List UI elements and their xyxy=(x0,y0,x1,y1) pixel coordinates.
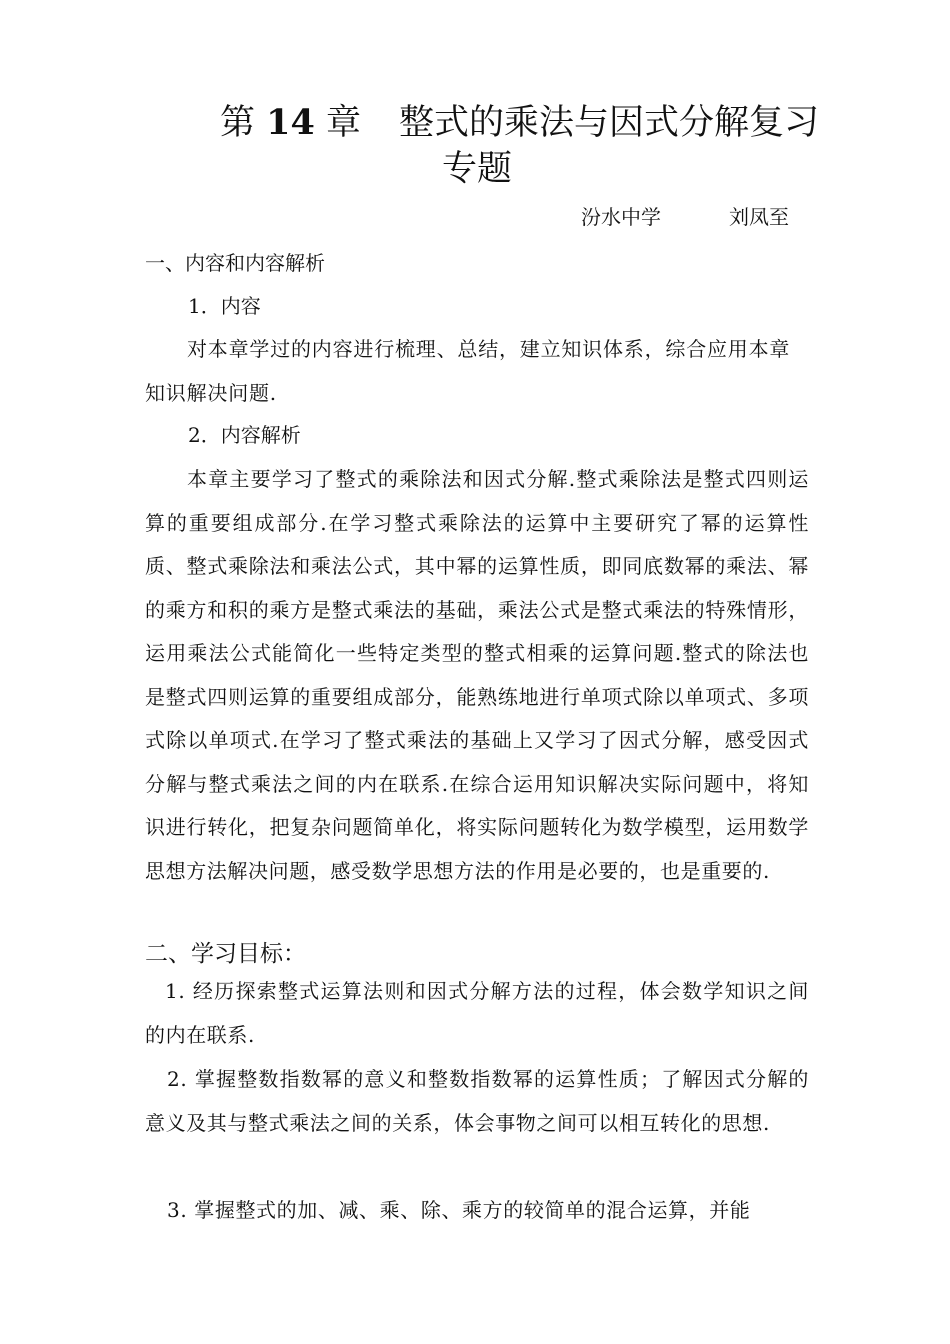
title-chapter-number: 14 xyxy=(266,102,315,143)
title-chapter-suffix: 章 xyxy=(326,103,362,143)
goal-item-3: 3. 掌握整式的加、减、乘、除、乘方的较简单的混合运算，并能 xyxy=(167,1198,751,1222)
author-name: 刘凤至 xyxy=(729,205,789,229)
author-school: 汾水中学 xyxy=(581,205,661,229)
section1-sub2-text: 本章主要学习了整式的乘除法和因式分解.整式乘除法是整式四则运算的重要组成部分.在学习整式乘除法的运算中主要研究了幂的运算性质、整式乘除法和乘法公式，其中幂的运算性质，即同底数幂的乘法、幂的乘方和积的乘方是整式乘法的基础，乘法公式是整式乘法的特殊情形，运用乘法公式能简化一些特定类型的整式相乘的运算问题.整式的除法也是整式四则运算的重要组成部分，能熟练地进行单项式除以单项式、多项式除以单项式.在学习了整式乘法的基础上又学习了因式分解，感受因式分解与整式乘法之间的内在联系.在综合运用知识解决实际问题中，将知识进行转化，把复杂问题简单化，将实际问题转化为数学模型，运用数学思想方法解决问题，感受数学思想方法的作用是必要的，也是重要的. xyxy=(145,467,809,883)
goal-item-2: 2. 掌握整数指数幂的意义和整数指数幂的运算性质；了解因式分解的意义及其与整式乘法之间的关系，体会事物之间可以相互转化的思想. xyxy=(145,1067,809,1135)
author-line xyxy=(581,203,789,231)
document-title xyxy=(220,100,819,146)
title-chapter-prefix: 第 xyxy=(220,103,256,143)
document-title-line2: 专题 xyxy=(442,149,513,189)
goal-item-1: 1. 经历探索整式运算法则和因式分解方法的过程，体会数学知识之间的内在联系. xyxy=(145,979,809,1047)
section1-sub1-heading: 1．内容 xyxy=(188,294,261,318)
section1-sub2-heading: 2．内容解析 xyxy=(188,423,301,447)
title-main: 整式的乘法与因式分解复习 xyxy=(399,103,820,143)
section1-heading: 一、内容和内容解析 xyxy=(145,251,325,275)
section1-sub1-text: 对本章学过的内容进行梳理、总结，建立知识体系，综合应用本章知识解决问题. xyxy=(145,337,791,405)
section2-heading: 二、学习目标： xyxy=(145,941,306,967)
